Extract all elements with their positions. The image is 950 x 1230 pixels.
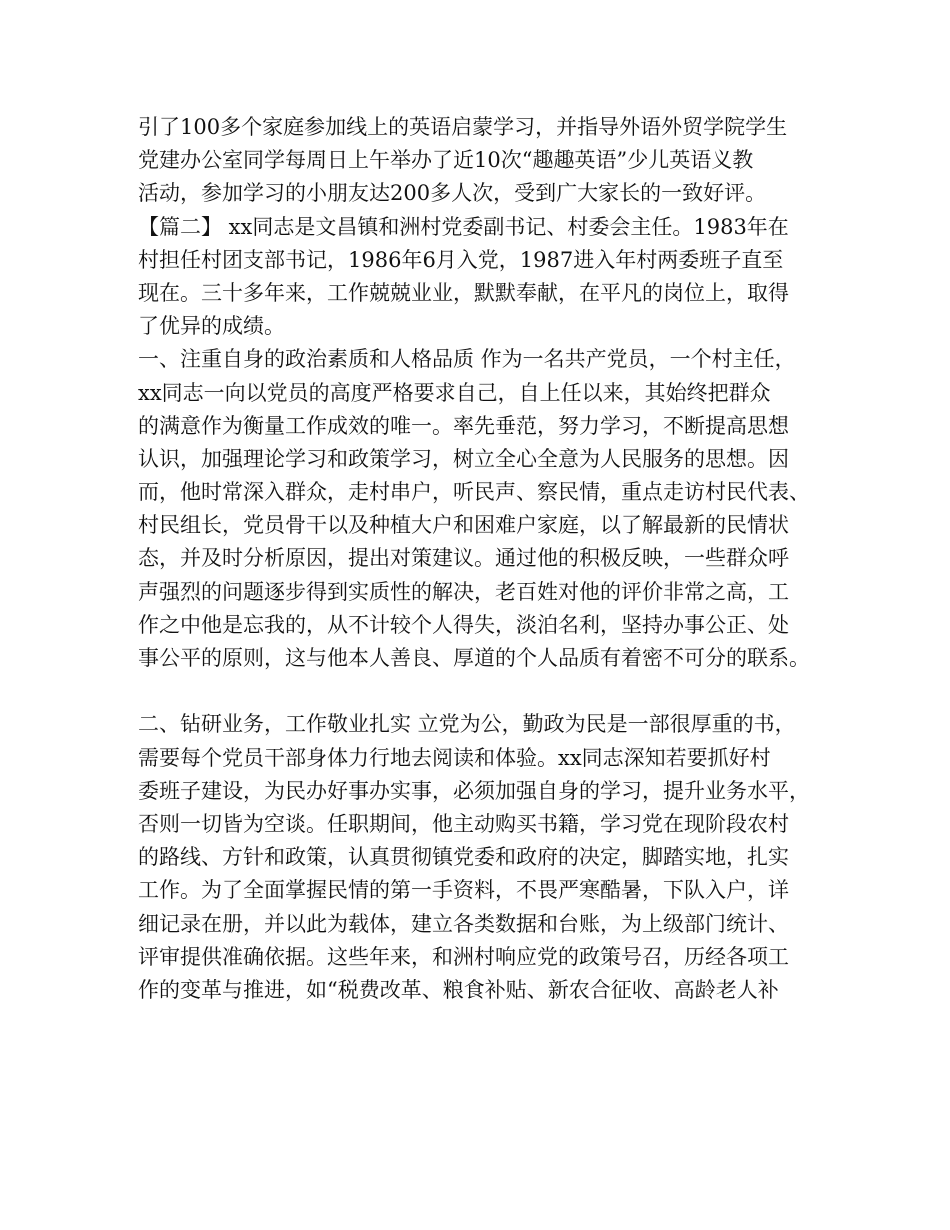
text-line: 工作。为了全面掌握民情的第一手资料，不畏严寒酷暑，下队入户，详	[138, 878, 789, 903]
text-line: 声强烈的问题逐步得到实质性的解决，老百姓对他的评价非常之高，工	[138, 579, 789, 604]
text-line: 认识，加强理论学习和政策学习，树立全心全意为人民服务的思想。因	[138, 446, 789, 471]
text-line: 态，并及时分析原因，提出对策建议。通过他的积极反映，一些群众呼	[138, 546, 789, 571]
text-line: 二、钻研业务，工作敬业扎实 立党为公，勤政为民是一部很厚重的书，	[138, 712, 796, 737]
document-body	[138, 111, 828, 1007]
text-line: xx同志一向以党员的高度严格要求自己，自上任以来，其始终把群众	[138, 380, 771, 405]
text-line: 需要每个党员干部身体力行地去阅读和体验。xx同志深知若要抓好村	[138, 745, 771, 770]
paragraph-gap	[138, 675, 828, 708]
text-line: 现在。三十多年来，工作兢兢业业，默默奉献，在平凡的岗位上，取得	[138, 280, 789, 305]
text-line: 委班子建设，为民办好事办实事，必须加强自身的学习，提升业务水平，	[138, 778, 810, 803]
text-line: 的路线、方针和政策，认真贯彻镇党委和政府的决定，脚踏实地，扎实	[138, 845, 789, 870]
text-line: 细记录在册，并以此为载体，建立各类数据和台账，为上级部门统计、	[138, 911, 789, 936]
text-line: 村担任村团支部书记，1986年6月入党，1987进入年村两委班子直至	[138, 247, 784, 272]
text-line: 村民组长，党员骨干以及种植大户和困难户家庭，以了解最新的民情状	[138, 513, 789, 538]
text-line: 事公平的原则，这与他本人善良、厚道的个人品质有着密不可分的联系。	[138, 646, 810, 670]
text-line: 而，他时常深入群众，走村串户，听民声、察民情，重点走访村民代表、	[138, 480, 810, 505]
text-line: 【篇二】 xx同志是文昌镇和洲村党委副书记、村委会主任。1983年在	[138, 214, 789, 239]
text-line: 作的变革与推进，如“税费改革、粮食补贴、新农合征收、高龄老人补	[138, 977, 779, 1002]
text-line: 引了100多个家庭参加线上的英语启蒙学习，并指导外语外贸学院学生	[138, 115, 788, 139]
text-line: 作之中他是忘我的，从不计较个人得失，淡泊名利，坚持办事公正、处	[138, 612, 789, 637]
text-line: 否则一切皆为空谈。任职期间，他主动购买书籍，学习党在现阶段农村	[138, 811, 789, 836]
text-line: 一、注重自身的政治素质和人格品质 作为一名共产党员，一个村主任，	[138, 347, 796, 372]
text-line: 的满意作为衡量工作成效的唯一。率先垂范，努力学习，不断提高思想	[138, 413, 789, 438]
text-line: 活动，参加学习的小朋友达200多人次，受到广大家长的一致好评。	[138, 181, 767, 206]
text-line: 评审提供准确依据。这些年来，和洲村响应党的政策号召，历经各项工	[138, 944, 789, 969]
text-line: 了优异的成绩。	[138, 314, 285, 339]
text-line: 党建办公室同学每周日上午举办了近10次“趣趣英语”少儿英语义教	[138, 148, 754, 173]
